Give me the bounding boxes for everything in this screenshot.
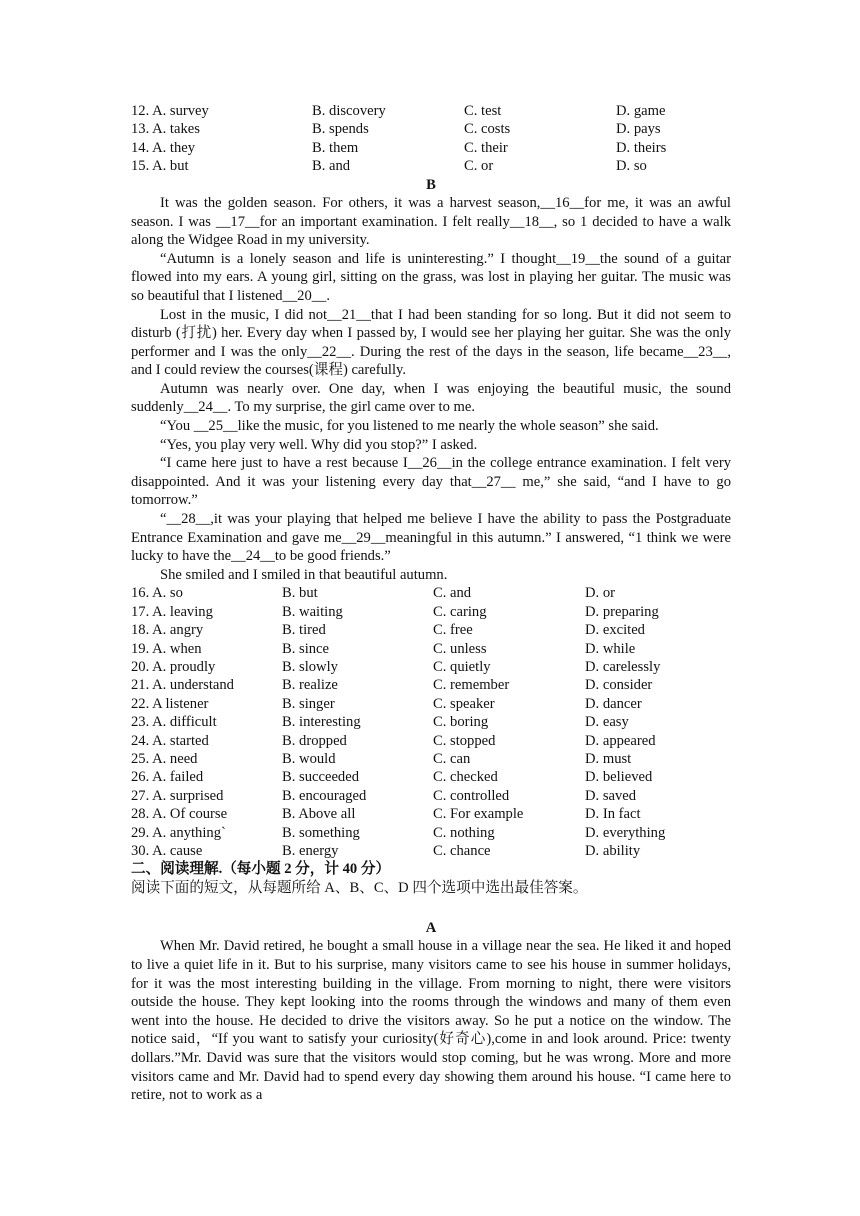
option-a: 18. A. angry [131, 622, 204, 639]
option-a: 21. A. understand [131, 677, 234, 694]
option-c: C. speaker [433, 695, 495, 712]
option-b: B. dropped [282, 732, 347, 749]
option-row-30 [131, 842, 731, 860]
option-a: 15. A. but [131, 158, 189, 175]
option-b: B. Above all [282, 806, 356, 823]
option-c: C. free [433, 622, 473, 639]
option-row-29 [131, 824, 731, 842]
option-d: D. while [585, 640, 636, 657]
option-d: D. believed [585, 769, 653, 786]
option-a: 24. A. started [131, 732, 209, 749]
passage-b [131, 194, 731, 584]
option-a: 27. A. surprised [131, 787, 224, 804]
passage-paragraph: It was the golden season. For others, it was a harvest season,__16__for me, it was an awful season. I was __17__for an important examination. I felt really__18__, so 1 decided to have a walk along the Widgee Road in my university. [131, 194, 731, 249]
option-a: 17. A. leaving [131, 603, 213, 620]
option-row-24 [131, 732, 731, 750]
option-a: 23. A. difficult [131, 714, 217, 731]
option-b: B. discovery [312, 103, 386, 119]
option-a: 13. A. takes [131, 121, 200, 138]
option-c: C. checked [433, 769, 498, 786]
passage-a-paragraph: When Mr. David retired, he bought a small house in a village near the sea. He liked it and hoped to live a quiet life in it. But to his surprise, many visitors came to see his house in summer holidays, for it was the most interesting building in the village. From morning to night, there were visitors outside the house. They kept looking into the rooms through the windows and many of them even went into the house. He decided to drive the visitors away. So he put a notice on the window. The notice said，“If you want to satisfy your curiosity(好奇心),come in and look around. Price: twenty dollars.”Mr. David was sure that the visitors would stop coming, but he was wrong. More and more visitors came and Mr. David had to spend every day showing them around his house. “I came here to retire, not to work as a [131, 938, 731, 1104]
option-b: B. interesting [282, 714, 361, 731]
option-a: 12. A. survey [131, 103, 209, 119]
exam-page [131, 102, 731, 1105]
option-b: B. encouraged [282, 787, 367, 804]
options-table-b [131, 584, 731, 860]
option-row-18 [131, 621, 731, 639]
option-a: 30. A. cause [131, 842, 203, 859]
option-b: B. realize [282, 677, 338, 694]
option-row-22 [131, 695, 731, 713]
option-c: C. unless [433, 640, 487, 657]
option-row-15 [131, 157, 731, 175]
option-c: C. chance [433, 842, 491, 859]
option-row-16 [131, 584, 731, 602]
option-c: C. remember [433, 677, 510, 694]
passage-paragraph: She smiled and I smiled in that beautiful autumn. [160, 566, 448, 583]
option-a: 26. A. failed [131, 769, 204, 786]
passage-paragraph: “__28__,it was your playing that helped me believe I have the ability to pass the Postgraduate Entrance Examination and gave me__29__meaningful in this autumn.” I answered, “1 think we were lucky to have the__24__to be good friends.” [131, 511, 731, 565]
option-row-27 [131, 787, 731, 805]
section-two-title: 二、阅读理解.（每小题 2 分，计 40 分） [131, 861, 391, 878]
option-b: B. and [312, 158, 351, 175]
option-a: 25. A. need [131, 750, 198, 767]
option-b: B. slowly [282, 658, 338, 675]
option-c: C. quietly [433, 658, 491, 675]
option-a: 20. A. proudly [131, 658, 216, 675]
option-b: B. them [312, 139, 359, 156]
option-b: B. singer [282, 695, 335, 712]
option-d: D. excited [585, 622, 645, 639]
option-b: B. would [282, 750, 336, 767]
option-row-20 [131, 658, 731, 676]
option-d: D. so [616, 158, 647, 175]
option-a: 14. A. they [131, 139, 196, 156]
option-d: D. or [585, 585, 615, 602]
option-c: C. and [433, 585, 472, 602]
option-b: B. spends [312, 121, 369, 138]
passage-b-heading: B [426, 176, 436, 193]
option-row-14 [131, 139, 731, 157]
option-c: C. costs [464, 121, 511, 138]
option-a: 19. A. when [131, 640, 202, 657]
option-a: 28. A. Of course [131, 806, 228, 823]
option-row-17 [131, 603, 731, 621]
option-d: D. easy [585, 714, 629, 731]
options-table-a [131, 102, 731, 176]
passage-paragraph: “You __25__like the music, for you listened to me nearly the whole season” she said. [160, 418, 659, 435]
option-a: 16. A. so [131, 585, 183, 602]
section-two-instruction: 阅读下面的短文，从每题所给 A、B、C、D 四个选项中选出最佳答案。 [131, 879, 588, 896]
option-a: 29. A. anything` [131, 824, 226, 841]
passage-a-heading: A [425, 920, 437, 937]
option-d: D. must [585, 750, 632, 767]
passage-paragraph: Autumn was nearly over. One day, when I was enjoying the beautiful music, the sound suddenly__24__. To my surprise, the girl came over to me. [131, 380, 731, 416]
option-d: D. game [616, 103, 666, 119]
option-c: C. stopped [433, 732, 496, 749]
option-c: C. test [464, 103, 502, 119]
option-c: C. For example [433, 806, 524, 823]
option-d: D. In fact [585, 806, 641, 823]
option-row-26 [131, 768, 731, 786]
option-row-23 [131, 713, 731, 731]
option-d: D. everything [585, 824, 666, 841]
option-b: B. succeeded [282, 769, 359, 786]
option-b: B. waiting [282, 603, 343, 620]
option-d: D. preparing [585, 603, 659, 620]
option-d: D. pays [616, 121, 661, 138]
passage-paragraph: “Autumn is a lonely season and life is uninteresting.” I thought__19__the sound of a guitar flowed into my ears. A young girl, sitting on the grass, was lost in playing her guitar. The music was so beautiful that I listened__20__. [131, 250, 731, 304]
option-c: C. nothing [433, 824, 495, 841]
passage-paragraph: “Yes, you play very well. Why did you stop?” I asked. [160, 436, 478, 453]
option-c: C. caring [433, 603, 487, 620]
spacer [131, 897, 731, 919]
option-b: B. something [282, 824, 360, 841]
option-row-19 [131, 640, 731, 658]
option-d: D. dancer [585, 695, 642, 712]
option-b: B. tired [282, 622, 326, 639]
option-b: B. but [282, 585, 318, 602]
option-c: C. their [464, 139, 508, 156]
option-c: C. controlled [433, 787, 510, 804]
option-c: C. can [433, 750, 471, 767]
option-d: D. ability [585, 842, 641, 859]
option-d: D. carelessly [585, 658, 661, 675]
option-d: D. theirs [616, 139, 667, 156]
option-row-28 [131, 805, 731, 823]
option-b: B. energy [282, 842, 339, 859]
option-row-13 [131, 120, 731, 138]
option-d: D. saved [585, 787, 637, 804]
option-row-12 [131, 102, 731, 120]
passage-paragraph: “I came here just to have a rest because I__26__in the college entrance examination. I felt very disappointed. And it was your listening every day that__27__ me,” she said, “and I have to go tomorrow.” [131, 455, 731, 509]
option-c: C. or [464, 158, 494, 175]
option-c: C. boring [433, 714, 489, 731]
option-d: D. appeared [585, 732, 656, 749]
option-row-21 [131, 676, 731, 694]
passage-paragraph: Lost in the music, I did not__21__that I had been standing for so long. But it did not seem to disturb (打扰) her. Every day when I passed by, I would see her playing her guitar. She was the only performer and I was the only__22__. During the rest of the days in the season, life became__23__, and I could review the courses(课程) carefully. [131, 306, 731, 379]
option-a: 22. A listener [131, 695, 209, 712]
option-row-25 [131, 750, 731, 768]
option-b: B. since [282, 640, 330, 657]
option-d: D. consider [585, 677, 653, 694]
